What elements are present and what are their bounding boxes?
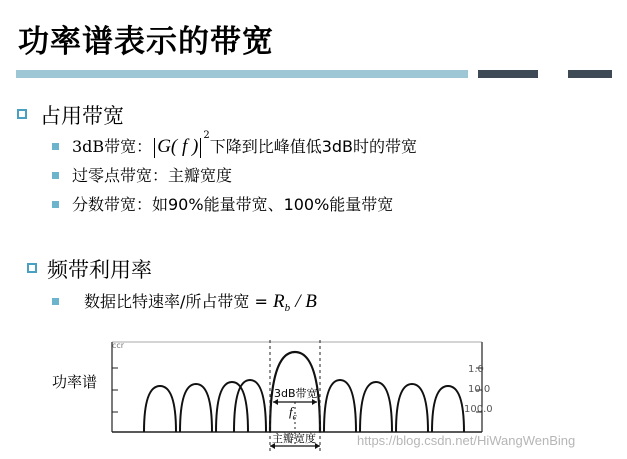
band-3db-label: 3dB带宽 [274,387,318,400]
bullet-square-icon [52,201,59,208]
abs-bar-left [154,138,155,158]
item1-exp: 2 [203,130,210,141]
bullet-hollow-square-icon [17,109,27,119]
title-rule-accent-2 [568,70,612,78]
formula-sub-b: b [284,302,291,314]
side-lobe-left-4 [144,386,176,432]
list-item-efficiency [84,289,317,313]
section1-heading: 占用带宽 [40,104,124,128]
watermark: https://blog.csdn.net/HiWangWenBing [357,433,576,448]
list-item-3db [72,130,418,158]
center-sub-c: c [292,411,297,422]
side-lobe-right-4 [432,386,464,432]
center-f: f [289,404,293,419]
side-lobe-right-3 [396,384,428,432]
list-item-fractional-bandwidth: 分数带宽：如90%能量带宽、100%能量带宽 [72,195,394,214]
section2-heading: 频带利用率 [47,258,152,282]
side-lobe-left-1 [234,380,266,432]
item1-math: G( f ) [157,136,199,157]
center-frequency-label [289,404,297,422]
figure-top-label: ccr [112,341,125,350]
formula-r: R [272,291,285,312]
side-lobe-left-3 [180,384,212,432]
bullet-square-icon [52,172,59,179]
efficiency-text: 数据比特速率/所占带宽 = [84,292,268,311]
item1-prefix: 3dB带宽： [72,137,153,156]
right-tick-label-3: 100.0 [464,404,493,415]
formula-over-b: / B [295,291,317,312]
formula-rb [273,291,290,312]
side-lobe-right-2 [360,382,392,432]
side-lobe-left-2 [216,382,248,432]
title-rule-accent-1 [478,70,538,78]
side-lobe-right-1 [324,380,356,432]
figure-y-label: 功率谱 [52,373,98,391]
bullet-square-icon [52,143,59,150]
title-rule [16,70,468,78]
page-title: 功率谱表示的带宽 [18,24,274,60]
bullet-square-icon [52,298,59,305]
band-main-label: 主瓣宽度 [272,432,316,445]
item1-suffix: 下降到比峰值低3dB时的带宽 [209,137,418,156]
list-item-null-bandwidth: 过零点带宽：主瓣宽度 [72,166,233,185]
abs-bar-right [200,138,201,158]
right-tick-label-1: 1.0 [468,364,484,375]
bullet-hollow-square-icon [27,263,37,273]
right-tick-label-2: 10.0 [468,384,491,395]
